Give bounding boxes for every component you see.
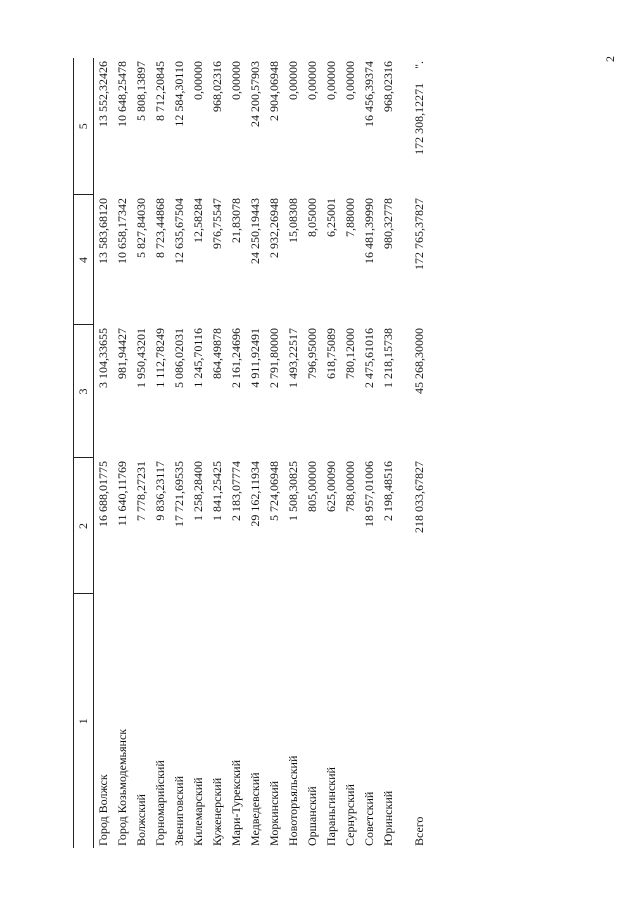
amount-cell: 7 778,27231 — [134, 461, 148, 521]
amount-cell: 968,02316 — [381, 61, 395, 112]
amount-cell: 16 688,01775 — [96, 461, 110, 527]
amount-cell: 981,94427 — [115, 328, 129, 379]
amount-cell: 24 200,57903 — [248, 61, 262, 127]
amount-cell: 16 481,39990 — [362, 198, 376, 264]
amount-cell: 5 827,84030 — [134, 198, 148, 258]
amount-cell: 4 911,92491 — [248, 328, 262, 388]
district-name: Город Козьмодемьянск — [115, 728, 129, 846]
amount-cell: 1 218,15738 — [381, 328, 395, 388]
amount-cell: 796,95000 — [305, 328, 319, 379]
district-name: Советский — [362, 791, 376, 846]
amount-cell: 5 724,06948 — [267, 461, 281, 521]
column-header: 4 — [74, 195, 94, 325]
amount-cell: 805,00000 — [305, 461, 319, 512]
district-name: Волжский — [134, 794, 148, 846]
amount-cell: 2 904,06948 — [267, 61, 281, 121]
district-name: Моркинский — [267, 780, 281, 846]
amount-cell: 864,49878 — [210, 328, 224, 379]
amount-cell: 0,00000 — [229, 61, 243, 100]
amount-cell: 10 658,17342 — [115, 198, 129, 264]
table-row — [265, 58, 284, 848]
amount-cell: 1 841,25425 — [210, 461, 224, 521]
amount-cell: 17 721,69535 — [172, 461, 186, 527]
amount-cell: 968,02316 — [210, 61, 224, 112]
district-name: Куженерский — [210, 777, 224, 846]
amount-cell: 9 836,23117 — [153, 461, 167, 521]
table-row — [151, 58, 170, 848]
district-name: Медведевский — [248, 772, 262, 846]
district-name: Килемарский — [191, 777, 205, 846]
amount-cell: 2 183,07774 — [229, 461, 243, 521]
amount-cell: 788,00000 — [343, 461, 357, 512]
amount-cell: 1 258,28400 — [191, 461, 205, 521]
amount-cell: 8,05000 — [305, 198, 319, 237]
district-name: Город Волжск — [96, 774, 110, 846]
rotated-table-wrapper — [73, 58, 429, 848]
amount-cell: 15,08308 — [286, 198, 300, 243]
amount-cell: 0,00000 — [305, 61, 319, 100]
amount-cell: 618,75089 — [324, 328, 338, 379]
amount-cell: 2 198,48516 — [381, 461, 395, 521]
table-row — [284, 58, 303, 848]
amount-cell: 625,00090 — [324, 461, 338, 512]
amount-cell: 13 552,32426 — [96, 61, 110, 127]
total-row — [398, 58, 429, 848]
amount-cell: 6,25001 — [324, 198, 338, 237]
amount-cell: 2 932,26948 — [267, 198, 281, 258]
amount-cell: 5 086,02031 — [172, 328, 186, 388]
table-row — [227, 58, 246, 848]
table-row — [379, 58, 398, 848]
amount-cell: 1 950,43201 — [134, 328, 148, 388]
column-header: 3 — [74, 325, 94, 458]
amount-cell: 16 456,39374 — [362, 61, 376, 127]
table-row — [113, 58, 132, 848]
total-label: Всего — [412, 816, 426, 846]
amount-cell: 0,00000 — [343, 61, 357, 100]
total-amount-value: 172 308,12271 — [412, 82, 426, 155]
district-name: Оршанский — [305, 786, 319, 846]
amount-cell: 29 162,11934 — [248, 461, 262, 527]
closing-quote-mark: ". — [412, 61, 426, 69]
district-name: Звениговский — [172, 776, 186, 846]
amount-cell: 1 112,78249 — [153, 328, 167, 388]
amount-cell: 10 648,25478 — [115, 61, 129, 127]
amount-cell: 976,75547 — [210, 198, 224, 249]
amount-cell: 8 712,20845 — [153, 61, 167, 121]
amount-cell: 12,58284 — [191, 198, 205, 243]
amount-cell: 18 957,01006 — [362, 461, 376, 527]
amount-cell: 8 723,44868 — [153, 198, 167, 258]
total-amount: 45 268,30000 — [412, 328, 426, 394]
amount-cell: 1 493,22517 — [286, 328, 300, 388]
amount-cell: 7,88000 — [343, 198, 357, 237]
column-header: 5 — [74, 58, 94, 195]
amount-cell: 21,83078 — [229, 198, 243, 243]
total-amount: 172 765,37827 — [412, 198, 426, 270]
page-number: 2 — [603, 56, 617, 62]
amount-cell: 1 508,30825 — [286, 461, 300, 521]
amount-cell: 24 250,19443 — [248, 198, 262, 264]
amount-cell: 780,12000 — [343, 328, 357, 379]
district-name: Сернурский — [343, 784, 357, 846]
table-row — [360, 58, 379, 848]
amount-cell: 13 583,68120 — [96, 198, 110, 264]
column-header: 1 — [74, 594, 94, 848]
amount-cell: 2 475,61016 — [362, 328, 376, 388]
amount-cell: 2 161,24696 — [229, 328, 243, 388]
amount-cell: 0,00000 — [286, 61, 300, 100]
table-header-row — [74, 58, 94, 848]
column-header: 2 — [74, 458, 94, 594]
amount-cell: 2 791,80000 — [267, 328, 281, 388]
table-row — [322, 58, 341, 848]
table-row — [132, 58, 151, 848]
amount-cell: 11 640,11769 — [115, 461, 129, 527]
district-name: Параньгинский — [324, 767, 338, 846]
table-row — [341, 58, 360, 848]
district-name: Юринский — [381, 790, 395, 846]
amount-cell: 0,00000 — [191, 61, 205, 100]
amount-cell: 12 584,30110 — [172, 61, 186, 127]
table-row — [170, 58, 189, 848]
district-name: Мари-Турекский — [229, 759, 243, 846]
budget-table — [73, 58, 429, 848]
amount-cell: 5 808,13897 — [134, 61, 148, 121]
table-row — [208, 58, 227, 848]
amount-cell: 1 245,70116 — [191, 328, 205, 388]
amount-cell: 980,32778 — [381, 198, 395, 249]
table-row — [303, 58, 322, 848]
total-amount — [398, 58, 429, 195]
amount-cell: 0,00000 — [324, 61, 338, 100]
district-name: Новоторъяльский — [286, 755, 300, 846]
total-amount: 218 033,67827 — [412, 461, 426, 533]
amount-cell: 3 104,33655 — [96, 328, 110, 388]
table-row — [94, 58, 114, 848]
table-body — [94, 58, 430, 848]
amount-cell: 12 635,67504 — [172, 198, 186, 264]
district-name: Горномарийский — [153, 760, 167, 846]
table-row — [189, 58, 208, 848]
table-row — [246, 58, 265, 848]
